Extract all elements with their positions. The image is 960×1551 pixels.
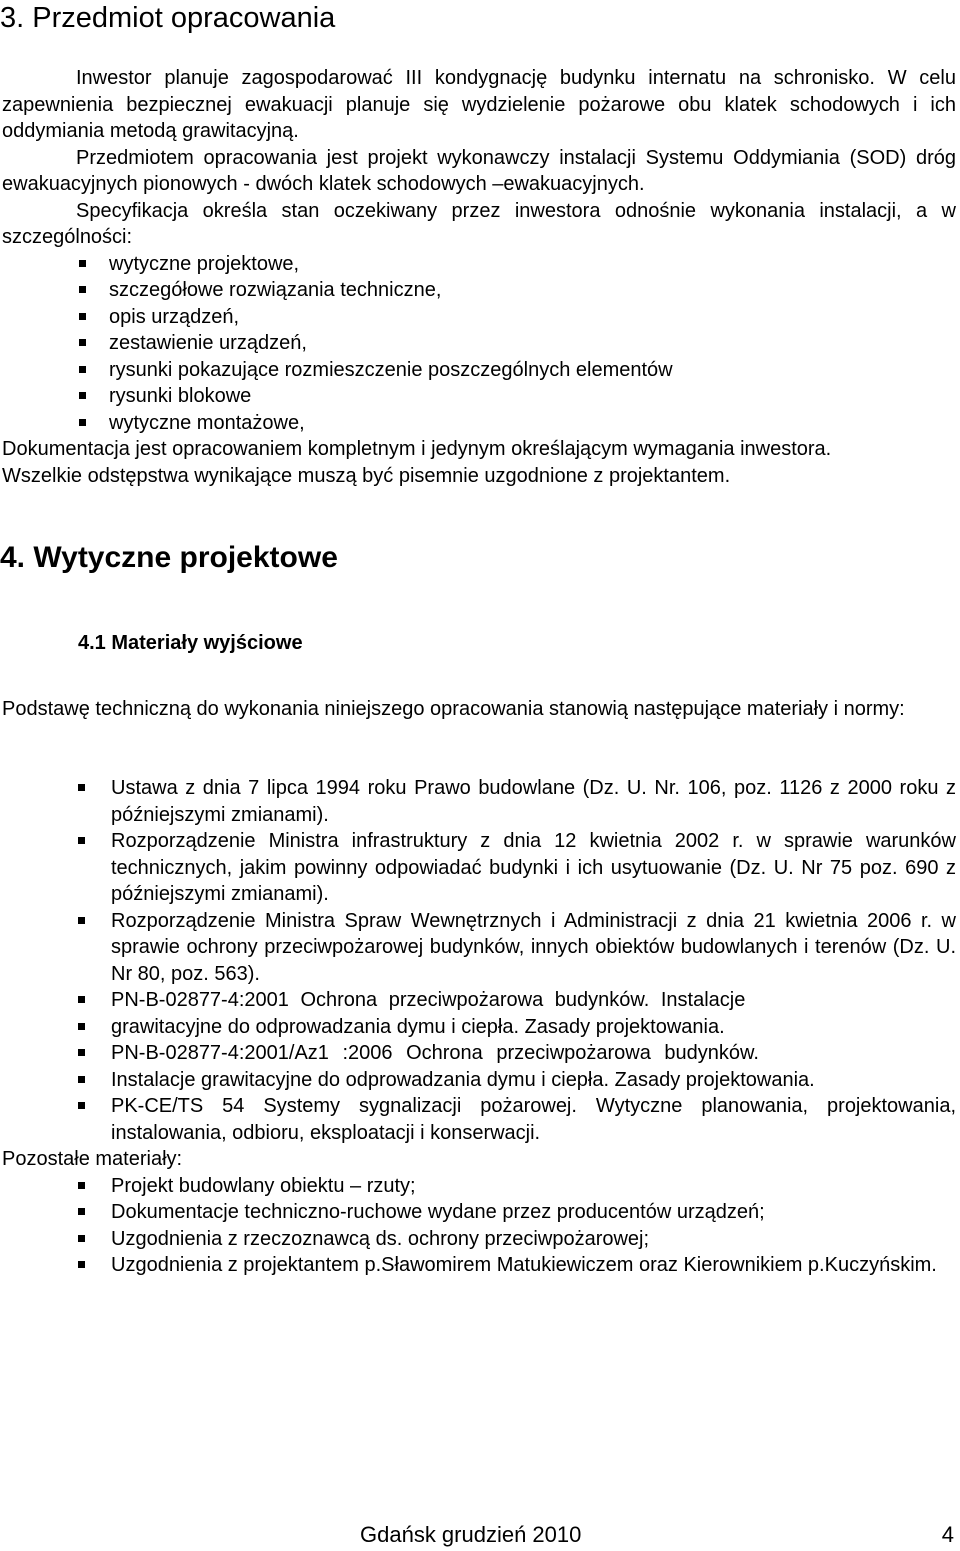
materials-intro <box>2 696 956 723</box>
bullet-icon <box>78 917 85 924</box>
list-item: PN-B-02877-4:2001 Ochrona przeciwpożarowa budynków. Instalacje <box>2 987 956 1014</box>
section-3-body <box>2 65 956 489</box>
bullet-icon <box>78 837 85 844</box>
bullet-icon <box>78 1208 85 1215</box>
bullet-icon <box>78 1049 85 1056</box>
list-item: zestawienie urządzeń, <box>2 330 956 357</box>
bullet-icon <box>78 1076 85 1083</box>
paragraph-investor: Inwestor planuje zagospodarować III kondygnację budynku internatu na schronisko. W celu zapewnienia bezpiecznej ewakuacji planuje się wydzielenie pożarowe obu klatek schodowych i ich oddymiania metodą grawitacyjną. <box>2 67 956 142</box>
list-item: Ustawa z dnia 7 lipca 1994 roku Prawo budowlane (Dz. U. Nr. 106, poz. 1126 z 2000 roku z późniejszymi zmianami). <box>2 775 956 828</box>
norms-section <box>2 775 956 1279</box>
bullet-icon <box>79 260 86 267</box>
list-item: Projekt budowlany obiektu – rzuty; <box>2 1173 956 1200</box>
list-item: Uzgodnienia z rzeczoznawcą ds. ochrony przeciwpożarowej; <box>2 1226 956 1253</box>
list-item: rysunki blokowe <box>2 383 956 410</box>
bullet-icon <box>78 996 85 1003</box>
list-item: Instalacje grawitacyjne do odprowadzania dymu i ciepła. Zasady projektowania. <box>2 1067 956 1094</box>
list-item: PK-CE/TS 54 Systemy sygnalizacji pożarowej. Wytyczne planowania, projektowania, instalowania, odbioru, eksploatacji i konserwacji. <box>2 1093 956 1146</box>
bullet-icon <box>79 339 86 346</box>
section-4-heading: 4. Wytyczne projektowe <box>0 541 338 574</box>
bullet-icon <box>79 392 86 399</box>
bullet-icon <box>78 784 85 791</box>
paragraph-documentation: Dokumentacja jest opracowaniem kompletnym i jedynym określającym wymagania inwestora. <box>2 438 832 460</box>
list-item: opis urządzeń, <box>2 304 956 331</box>
bullet-icon <box>79 419 86 426</box>
other-materials-list <box>2 1173 956 1279</box>
bullet-icon <box>79 366 86 373</box>
list-item: Rozporządzenie Ministra infrastruktury z dnia 12 kwietnia 2002 r. w sprawie warunków technicznych, jakim powinny odpowiadać budynki i ich usytuowanie (Dz. U. Nr 75 poz. 690 z późniejszymi zmianami). <box>2 828 956 908</box>
norms-list <box>2 775 956 1146</box>
list-item: Rozporządzenie Ministra Spraw Wewnętrznych i Administracji z dnia 21 kwietnia 2006 r. w sprawie ochrony przeciwpożarowej budynków, innych obiektów budowlanych i terenów (Dz. U. Nr 80, poz. 563). <box>2 908 956 988</box>
list-item: PN-B-02877-4:2001/Az1 :2006 Ochrona przeciwpożarowa budynków. <box>2 1040 956 1067</box>
paragraph-deviations: Wszelkie odstępstwa wynikające muszą być pisemnie uzgodnione z projektantem. <box>2 464 731 487</box>
bullet-icon <box>78 1235 85 1242</box>
list-item: rysunki pokazujące rozmieszczenie poszczególnych elementów <box>2 357 956 384</box>
section-3-heading: 3. Przedmiot opracowania <box>0 2 336 34</box>
paragraph-specification: Specyfikacja określa stan oczekiwany przez inwestora odnośnie wykonania instalacji, a w szczególności: <box>2 199 956 248</box>
footer-place-date: Gdańsk grudzień 2010 <box>360 1522 582 1547</box>
page-footer <box>0 1520 960 1550</box>
list-item: wytyczne projektowe, <box>2 251 956 278</box>
list-item: Uzgodnienia z projektantem p.Sławomirem Matukiewiczem oraz Kierownikiem p.Kuczyńskim. <box>2 1252 956 1279</box>
list-item: Dokumentacje techniczno-ruchowe wydane przez producentów urządzeń; <box>2 1199 956 1226</box>
other-materials-label: Pozostałe materiały: <box>2 1148 183 1170</box>
page-number: 4 <box>941 1522 954 1547</box>
bullet-icon <box>79 313 86 320</box>
bullet-icon <box>78 1261 85 1268</box>
bullet-icon <box>78 1102 85 1109</box>
list-item: wytyczne montażowe, <box>2 410 956 437</box>
bullet-icon <box>79 286 86 293</box>
bullet-icon <box>78 1182 85 1189</box>
paragraph-subject: Przedmiotem opracowania jest projekt wykonawczy instalacji Systemu Oddymiania (SOD) dróg ewakuacyjnych pionowych - dwóch klatek schodowych –ewakuacyjnych. <box>2 146 956 195</box>
paragraph-materials-intro: Podstawę techniczną do wykonania niniejszego opracowania stanowią następujące materiały i normy: <box>2 698 905 720</box>
list-item: szczegółowe rozwiązania techniczne, <box>2 277 956 304</box>
section-4-1-heading: 4.1 Materiały wyjściowe <box>78 632 303 654</box>
list-item: grawitacyjne do odprowadzania dymu i ciepła. Zasady projektowania. <box>2 1014 956 1041</box>
bullet-icon <box>78 1023 85 1030</box>
specification-list <box>2 251 956 437</box>
